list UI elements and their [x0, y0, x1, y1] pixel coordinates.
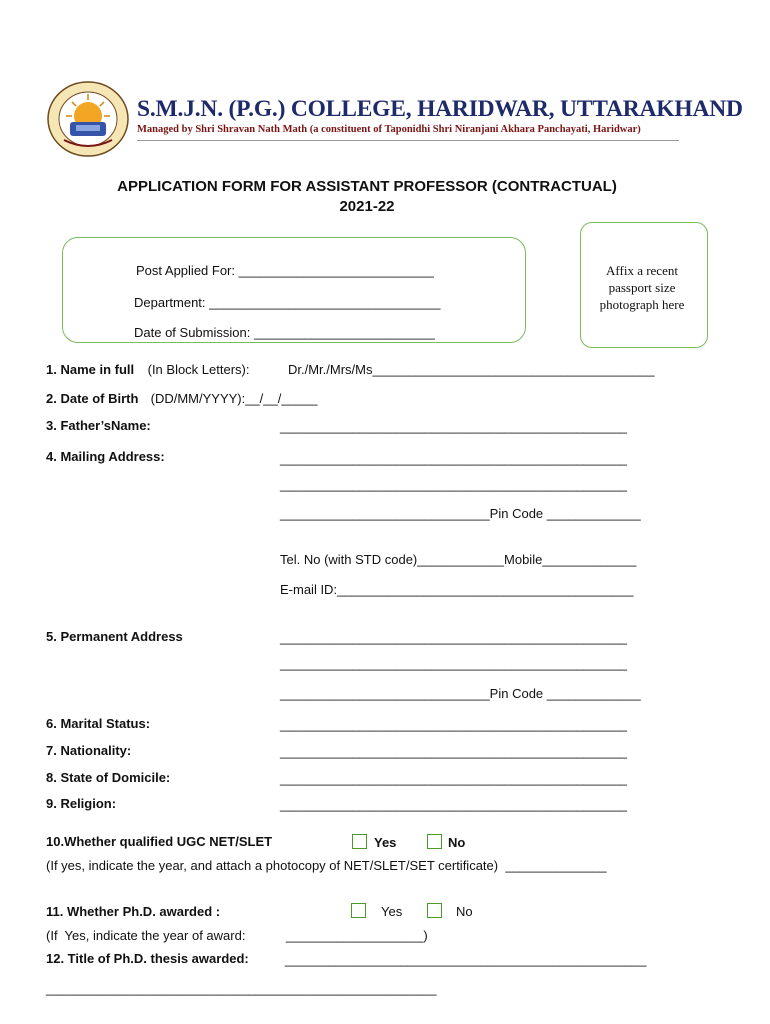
permanent-pincode-line[interactable]: _____________________________Pin Code _____________: [280, 686, 641, 701]
q10-no-label: No: [448, 835, 466, 850]
q2-label: 2. Date of Birth: [46, 391, 139, 406]
q3-label: 3. Father’sName:: [46, 418, 151, 433]
q11-yes-label: Yes: [381, 904, 403, 919]
phd-thesis-title-field[interactable]: __________________________________________________: [285, 952, 647, 967]
q12-label: 12. Title of Ph.D. thesis awarded:: [46, 951, 249, 966]
mailing-address-line-1[interactable]: ________________________________________________: [280, 451, 628, 466]
department-field[interactable]: Department: ________________________________: [134, 295, 441, 310]
form-year: 2021-22: [339, 198, 395, 215]
nationality-field[interactable]: ________________________________________________: [280, 744, 628, 759]
marital-status-field[interactable]: ________________________________________________: [280, 717, 628, 732]
q9-label: 9. Religion:: [46, 796, 117, 811]
tel-mobile-line[interactable]: Tel. No (with STD code)____________Mobile_____________: [280, 552, 637, 567]
q7-label: 7. Nationality:: [46, 743, 132, 758]
q1-note: (In Block Letters):: [144, 362, 250, 377]
photo-instruction: Affix a recent passport size photograph here: [599, 263, 685, 312]
q8-label: 8. State of Domicile:: [46, 770, 171, 785]
q10-label: 10.Whether qualified UGC NET/SLET: [46, 834, 273, 849]
domicile-field[interactable]: ________________________________________________: [280, 771, 628, 786]
q11-no-checkbox[interactable]: [427, 903, 442, 918]
q11-label: 11. Whether Ph.D. awarded :: [46, 904, 221, 919]
q1-label: 1. Name in full: [46, 362, 135, 377]
permanent-address-line-1[interactable]: ________________________________________________: [280, 630, 628, 645]
mailing-address-line-2[interactable]: ________________________________________________: [280, 477, 628, 492]
q5-label: 5. Permanent Address: [46, 629, 183, 644]
name-field[interactable]: Dr./Mr./Mrs/Ms_______________________________________: [288, 362, 655, 377]
q11-no-label: No: [456, 904, 473, 919]
college-logo: [46, 80, 130, 158]
date-of-submission-field[interactable]: Date of Submission: _________________________: [134, 325, 435, 340]
father-name-field[interactable]: ________________________________________________: [280, 419, 628, 434]
q10-yes-checkbox[interactable]: [352, 834, 367, 849]
q6-label: 6. Marital Status:: [46, 716, 151, 731]
phd-year-field[interactable]: ___________________): [286, 928, 428, 943]
permanent-address-line-2[interactable]: ________________________________________________: [280, 656, 628, 671]
dob-field[interactable]: (DD/MM/YYYY):__/__/_____: [147, 391, 318, 406]
q10-note[interactable]: (If yes, indicate the year, and attach a photocopy of NET/SLET/SET certificate) ______________: [46, 858, 607, 873]
mailing-pincode-line[interactable]: _____________________________Pin Code _____________: [280, 506, 641, 521]
q10-yes-label: Yes: [374, 835, 397, 850]
q11-yes-checkbox[interactable]: [351, 903, 366, 918]
post-applied-field[interactable]: Post Applied For: ___________________________: [136, 263, 434, 278]
college-name: S.M.J.N. (P.G.) COLLEGE, HARIDWAR, UTTARAKHAND: [137, 96, 743, 122]
q11-note: (If Yes, indicate the year of award:: [46, 928, 246, 943]
q4-label: 4. Mailing Address:: [46, 449, 165, 464]
phd-thesis-title-line-2[interactable]: ______________________________________________________: [46, 981, 437, 996]
email-line[interactable]: E-mail ID:_________________________________________: [280, 582, 634, 597]
religion-field[interactable]: ________________________________________________: [280, 797, 628, 812]
managed-by-text: Managed by Shri Shravan Nath Math (a constituent of Taponidhi Shri Niranjani Akhara Panchayati, Haridwar): [137, 124, 641, 135]
header-divider: [137, 140, 679, 141]
q10-no-checkbox[interactable]: [427, 834, 442, 849]
form-title: APPLICATION FORM FOR ASSISTANT PROFESSOR (CONTRACTUAL): [117, 178, 617, 195]
